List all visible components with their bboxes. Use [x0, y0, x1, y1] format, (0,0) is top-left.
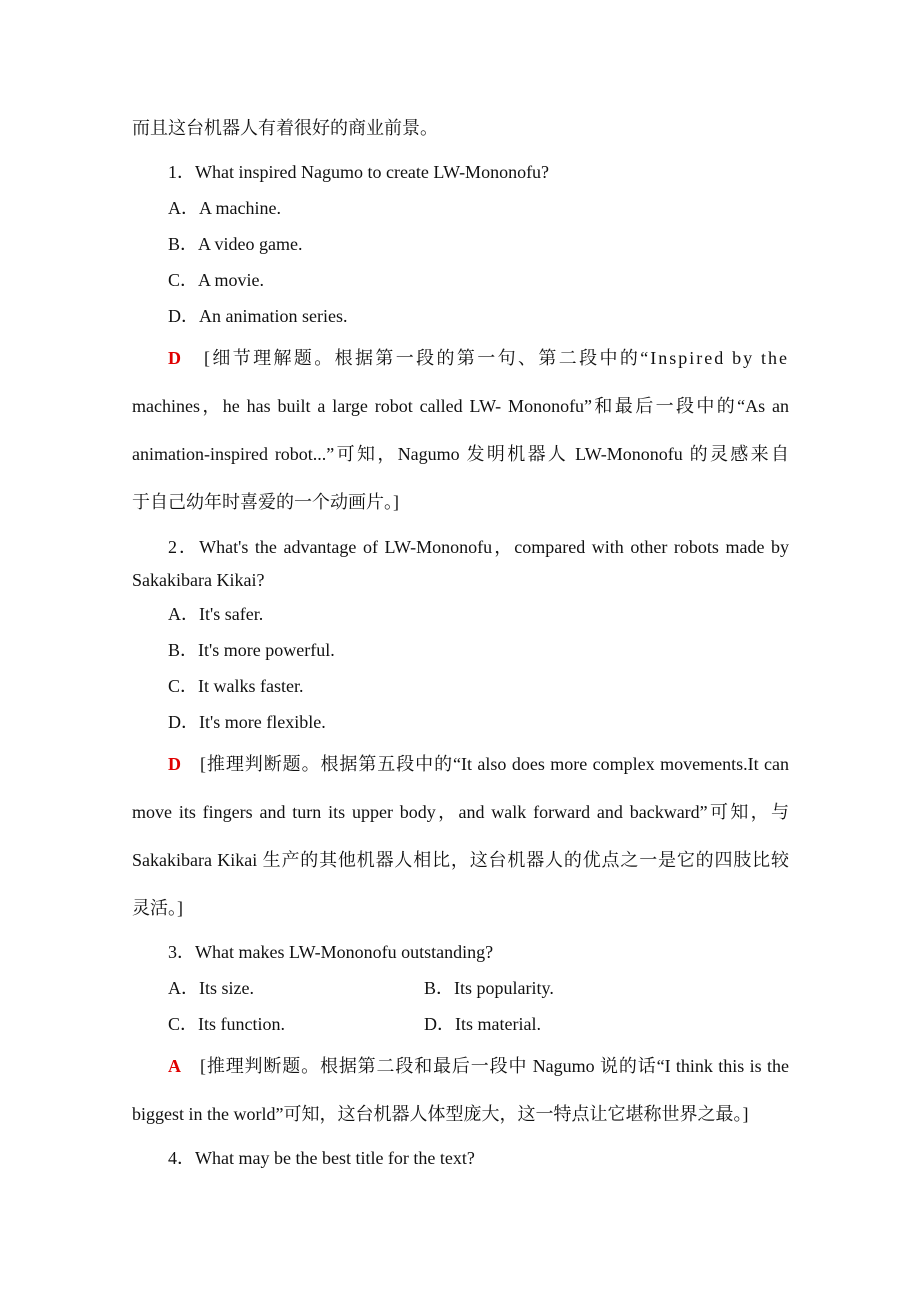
question-3-option-c: C．Its function. [168, 1014, 285, 1034]
question-2-stem: 2．What's the advantage of LW-Mononofu，compared with other robots made by [168, 537, 789, 557]
question-3-stem: 3．What makes LW-Mononofu outstanding? [168, 942, 494, 962]
question-2-option-d: D．It's more flexible. [168, 712, 326, 732]
question-1-explanation-line: [细节理解题。根据第一段的第一句、第二段中的“Inspired by the [204, 348, 789, 368]
question-1-explanation-line: 于自己幼年时喜爱的一个动画片。] [132, 492, 399, 512]
question-2-explanation-line: move its fingers and turn its upper body，and walk forward and backward”可知，与 [132, 802, 789, 822]
intro-tail: 而且这台机器人有着很好的商业前景。 [132, 118, 438, 138]
question-2-option-c: C．It walks faster. [168, 676, 304, 696]
question-4-stem: 4．What may be the best title for the text? [168, 1148, 475, 1168]
question-2-explanation-line: 灵活。] [132, 898, 183, 918]
question-1-option-c: C．A movie. [168, 270, 265, 290]
question-3-option-b: B．Its popularity. [424, 978, 554, 998]
question-1-answer: D [168, 348, 181, 368]
question-2-explanation-line: [推理判断题。根据第五段中的“It also does more complex movements.It can [200, 754, 789, 774]
question-1-option-b: B．A video game. [168, 234, 303, 254]
question-1-explanation-line: animation-inspired robot...”可知，Nagumo 发明机器人 LW-Mononofu 的灵感来自 [132, 444, 789, 464]
question-3-option-d: D．Its material. [424, 1014, 541, 1034]
question-3-explanation-line: biggest in the world”可知，这台机器人体型庞大，这一特点让它堪称世界之最。] [132, 1104, 749, 1124]
question-1-stem: 1．What inspired Nagumo to create LW-Mononofu? [168, 162, 550, 182]
question-2-option-b: B．It's more powerful. [168, 640, 335, 660]
question-1-option-d: D．An animation series. [168, 306, 348, 326]
question-3-option-a: A．Its size. [168, 978, 254, 998]
question-3-answer: A [168, 1056, 181, 1076]
question-2-answer: D [168, 754, 181, 774]
question-2-stem-cont: Sakakibara Kikai? [132, 570, 265, 590]
question-3-explanation-line: [推理判断题。根据第二段和最后一段中 Nagumo 说的话“I think this is the [200, 1056, 789, 1076]
question-2-explanation-line: Sakakibara Kikai 生产的其他机器人相比，这台机器人的优点之一是它的四肢比较 [132, 850, 789, 870]
question-1-option-a: A．A machine. [168, 198, 281, 218]
question-2-option-a: A．It's safer. [168, 604, 264, 624]
question-1-explanation-line: machines，he has built a large robot called LW- Mononofu”和最后一段中的“As an [132, 396, 789, 416]
